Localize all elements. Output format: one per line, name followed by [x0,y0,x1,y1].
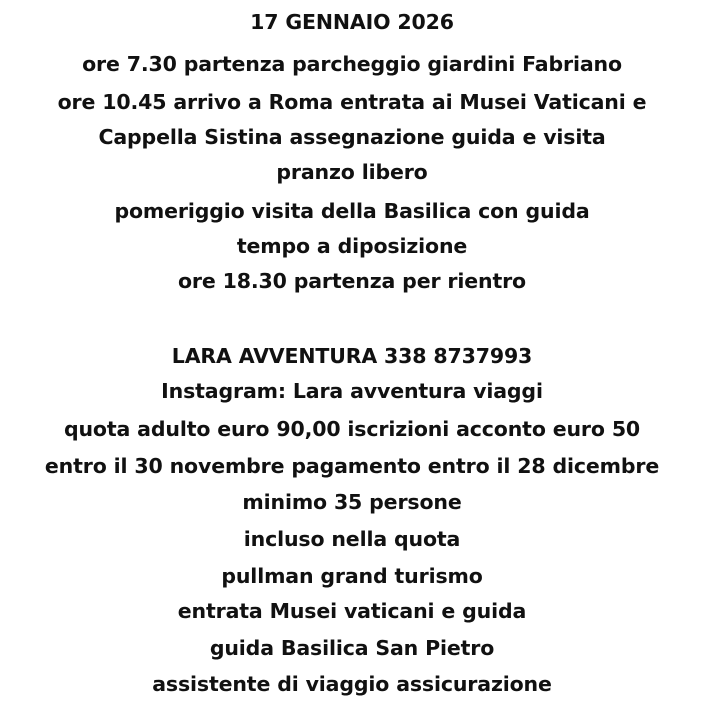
arrival-line-1: ore 10.45 arrivo a Roma entrata ai Musei Vaticani e [57,90,647,114]
included-item: pullman grand turismo [221,564,483,588]
included-item: assistente di viaggio assicurazione [152,672,552,696]
free-time-line: tempo a diposizione [236,234,468,258]
trip-date: 17 GENNAIO 2026 [250,10,454,34]
departure-line: ore 7.30 partenza parcheggio giardini Fabriano [82,52,622,76]
organizer-contact: LARA AVVENTURA 338 8737993 [171,344,533,368]
minimum-line: minimo 35 persone [242,490,462,514]
included-heading: incluso nella quota [243,527,461,551]
lunch-line: pranzo libero [276,160,428,184]
included-item: guida Basilica San Pietro [209,636,495,660]
arrival-line-2: Cappella Sistina assegnazione guida e visita [98,125,606,149]
included-item: entrata Musei vaticani e guida [177,599,527,623]
afternoon-line: pomeriggio visita della Basilica con guida [114,199,590,223]
instagram-line: Instagram: Lara avventura viaggi [161,379,543,403]
fee-line: quota adulto euro 90,00 iscrizioni acconto euro 50 [63,417,641,441]
deadlines-line: entro il 30 novembre pagamento entro il 28 dicembre [44,454,660,478]
return-line: ore 18.30 partenza per rientro [178,269,526,293]
